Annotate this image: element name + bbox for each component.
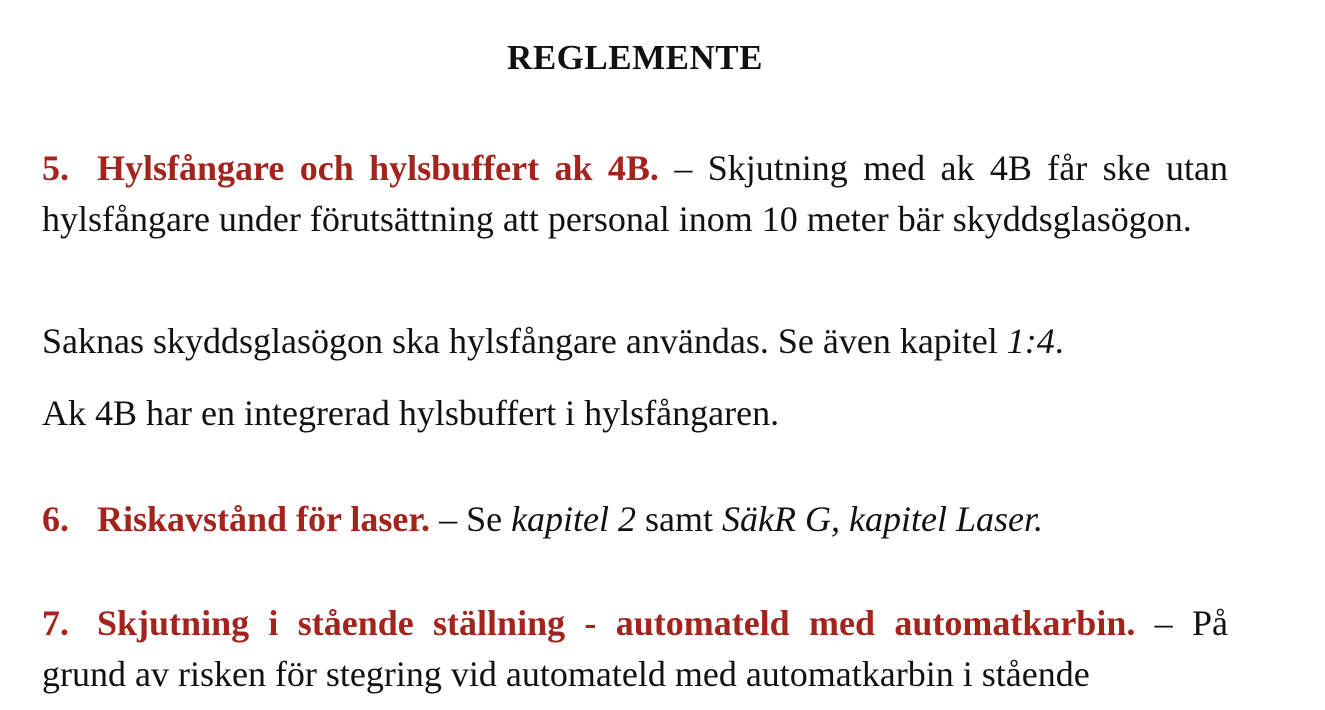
section-6-reference-1: kapitel 2 [511, 499, 637, 539]
section-6-heading [42, 499, 430, 539]
section-5-heading [42, 148, 659, 188]
section-5-p2-reference: 1:4 [1006, 321, 1055, 361]
section-5-paragraph [42, 143, 1228, 245]
section-6-text-mid: samt [636, 499, 723, 539]
section-5-p3-text: Ak 4B har en integrerad hylsbuffert i hylsfångaren. [42, 393, 780, 433]
section-6-text-before: – Se [430, 499, 512, 539]
section-5-heading-text: Hylsfångare och hylsbuffert ak 4B. [97, 148, 659, 188]
section-6-paragraph [42, 494, 1228, 545]
section-5-paragraph-2 [42, 316, 1228, 367]
section-7-text: – På grund av risken för stegring vid automateld med automatkarbin i stående [42, 603, 1228, 694]
section-5-number: 5. [42, 148, 69, 188]
section-6-heading-text: Riskavstånd för laser. [97, 499, 431, 539]
section-7-number: 7. [42, 603, 69, 643]
section-7-heading [42, 603, 1135, 643]
section-5-text: – Skjutning med ak 4B får ske utan hylsfångare under förutsättning att personal inom 10 meter bär skyddsglasögon. [42, 148, 1228, 239]
page-title: REGLEMENTE [507, 38, 763, 77]
section-7-heading-text: Skjutning i stående ställning - automateld med automatkarbin. [97, 603, 1136, 643]
section-6-reference-2: SäkR G, kapitel Laser. [722, 499, 1043, 539]
section-6-number: 6. [42, 499, 69, 539]
section-5-p2-end: . [1054, 321, 1064, 361]
section-5-paragraph-3 [42, 388, 1228, 439]
section-7-paragraph [42, 598, 1228, 700]
section-5-p2-text: Saknas skyddsglasögon ska hylsfångare användas. Se även kapitel [42, 321, 1007, 361]
